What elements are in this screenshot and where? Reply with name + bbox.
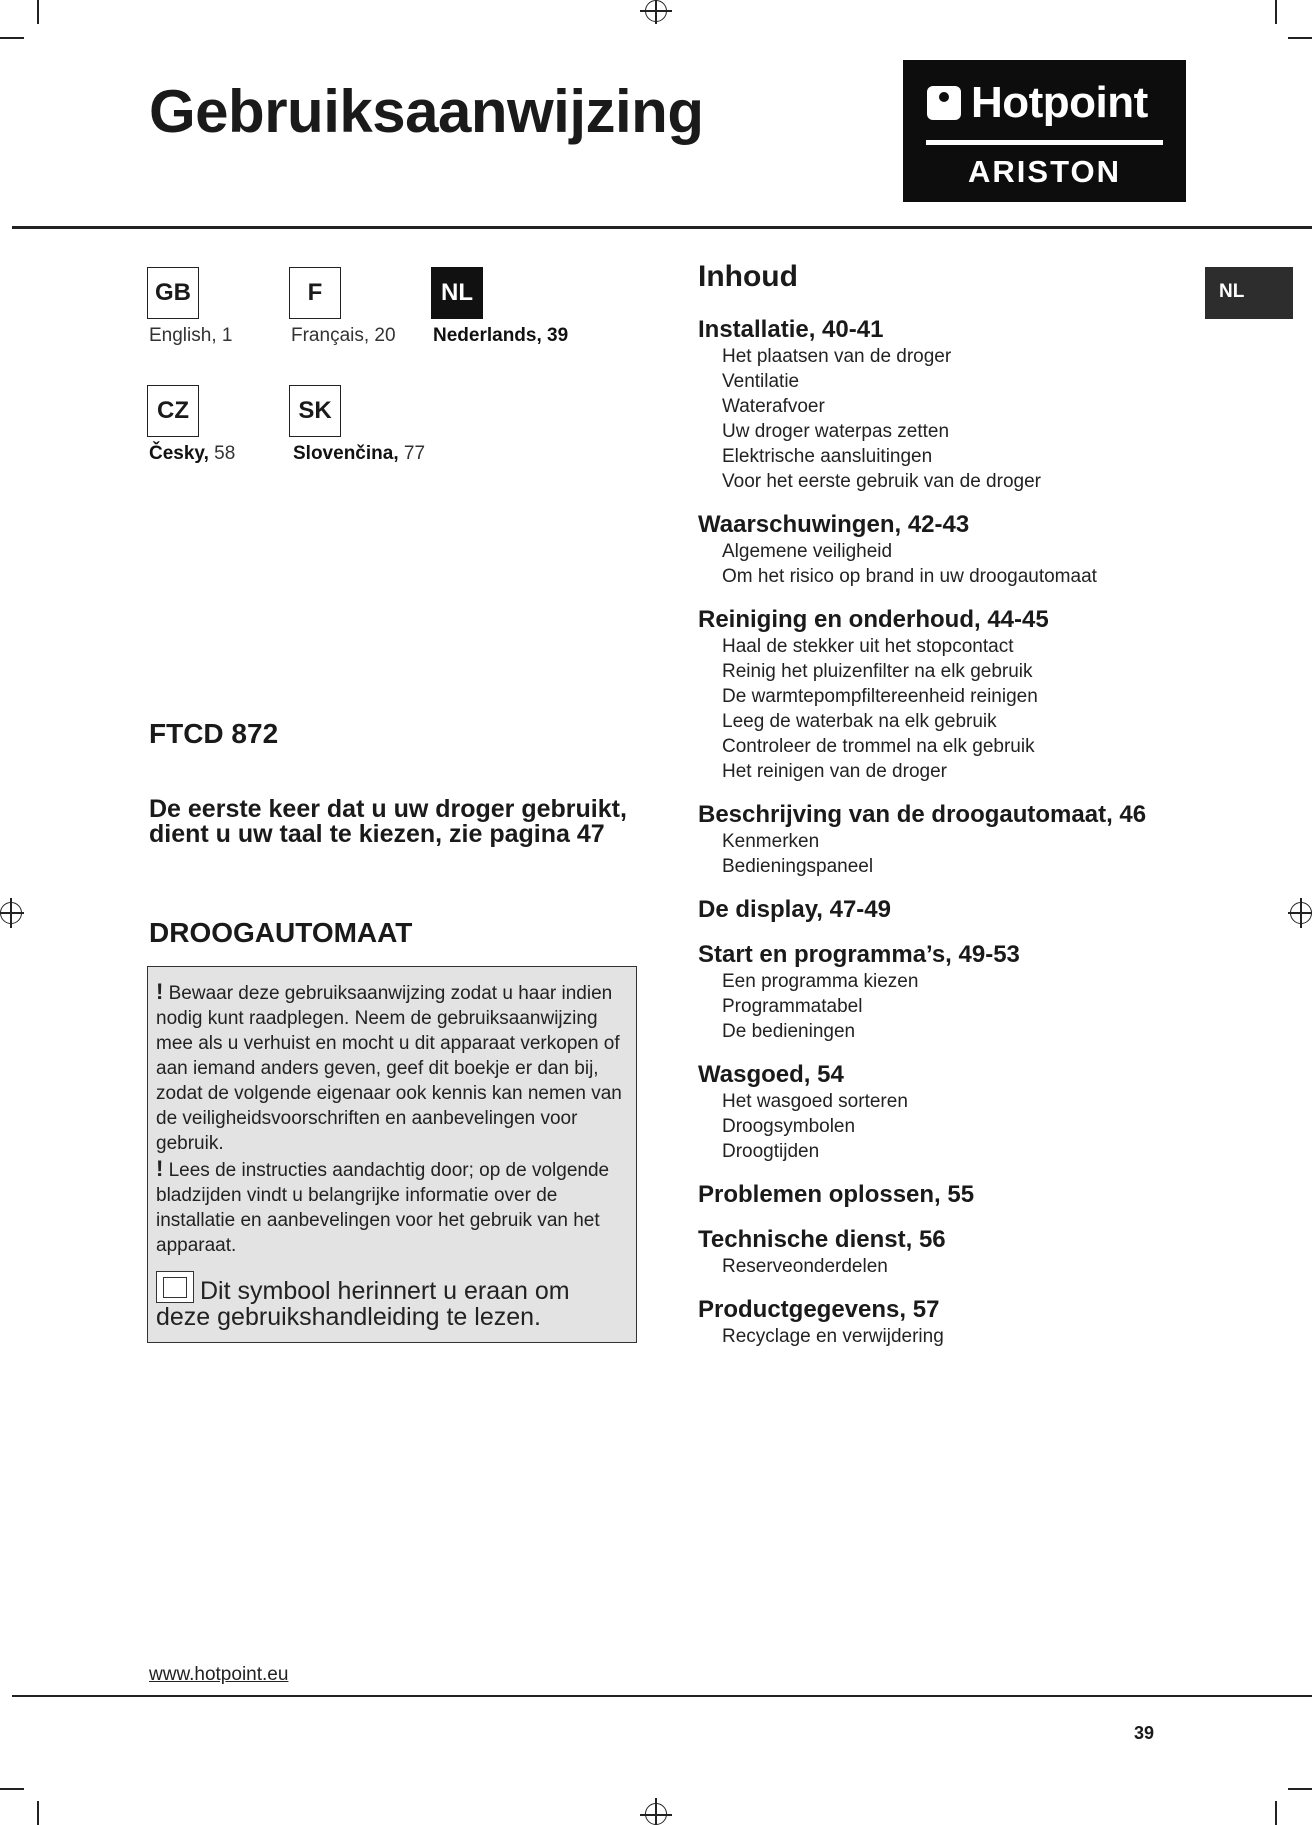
logo-brand: Hotpoint [927,78,1148,128]
toc-heading: Reiniging en onderhoud, 44-45 [698,606,1049,633]
toc-item: Het plaatsen van de droger [722,346,952,367]
footer-rule [12,1695,1312,1697]
page-number: 39 [1134,1723,1155,1743]
lang-f-label: Français, 20 [291,325,396,346]
toc-item: Het reinigen van de droger [722,761,947,782]
toc-item: Algemene veiligheid [722,541,893,562]
toc-heading: Wasgoed, 54 [698,1061,844,1088]
toc-item: De warmtepompfiltereenheid reinigen [722,686,1038,707]
lang-nl-label: Nederlands, 39 [433,325,569,346]
product-type: DROOGAUTOMAAT [149,917,413,948]
toc-item: Controleer de trommel na elk gebruik [722,736,1035,757]
hotpoint-ariston-logo [903,60,1186,202]
website-link[interactable]: www.hotpoint.eu [149,1664,289,1685]
warning-note [147,966,637,1343]
toc-section [698,511,1218,589]
toc-item: Leeg de waterbak na elk gebruik [722,711,997,732]
toc-section [698,606,1218,784]
toc-item: Droogtijden [722,1141,820,1162]
page-title: Gebruiksaanwijzing [149,78,704,145]
toc-section [698,1061,1218,1164]
toc-item: Elektrische aansluitingen [722,446,933,467]
toc-item: Waterafvoer [722,396,825,417]
crop-mark [37,0,39,24]
toc-section [698,1226,1218,1279]
lang-sk-box: SK [289,385,341,437]
toc-item: Om het risico op brand in uw droogautomaat [722,566,1097,587]
crop-mark [1288,1788,1312,1790]
toc-item: Droogsymbolen [722,1116,856,1137]
toc-section [698,941,1218,1044]
crop-mark [0,37,24,39]
toc-item: De bedieningen [722,1021,856,1042]
toc-item: Bedieningspaneel [722,856,874,877]
toc-heading: Waarschuwingen, 42-43 [698,511,970,538]
toc-heading: Start en programma’s, 49-53 [698,941,1020,968]
crop-mark [1275,0,1277,24]
toc-title: Inhoud [698,260,798,293]
toc-item: Haal de stekker uit het stopcontact [722,636,1014,657]
model-number: FTCD 872 [149,718,279,749]
toc-section [698,316,1218,494]
toc-item: Programmatabel [722,996,863,1017]
table-of-contents [698,316,1218,1366]
logo-divider [926,140,1163,145]
crop-mark [0,912,24,914]
crop-mark [1300,898,1302,928]
logo-sub: ARISTON [968,154,1121,189]
toc-heading: Installatie, 40-41 [698,316,884,343]
note-paragraph-2: ! Lees de instructies aandachtig door; op de volgende bladzijden vindt u belangrijke informatie over de installatie en aanbevelingen voor het gebruik van het apparaat. [156,1156,610,1256]
crop-mark [655,1798,657,1825]
crop-mark [10,898,12,928]
toc-item: Reserveonderdelen [722,1256,888,1277]
lang-cz-label: Česky, 58 [149,443,236,464]
toc-heading: Problemen oplossen, 55 [698,1181,975,1208]
logo-mark-icon [927,86,961,120]
lang-gb-box: GB [147,267,199,319]
toc-item: Kenmerken [722,831,820,852]
lang-gb-label: English, 1 [149,325,233,346]
crop-mark [640,1814,672,1816]
lang-sk-label: Slovenčina, 77 [293,443,426,464]
manual-symbol-note: Dit symbool herinnert u eraan om deze gebruikshandleiding te lezen. [156,1271,628,1330]
toc-heading: De display, 47-49 [698,896,891,923]
language-side-tab: NL [1205,267,1293,319]
crop-mark [655,0,657,24]
toc-section [698,801,1218,879]
note-paragraph-1: ! Bewaar deze gebruiksaanwijzing zodat u haar indien nodig kunt raadplegen. Neem de gebruiksaanwijzing mee als u verhuist en mocht u dit apparaat verkopen of aan iemand anders geven, geef dit boekje er dan bij, zodat de volgende eigenaar ook kennis kan nemen van de veiligheidsvoorschriften en aanbevelingen voor gebruik. [156,979,622,1154]
lang-f-box: F [289,267,341,319]
toc-item: Recyclage en verwijdering [722,1326,944,1347]
toc-item: Uw droger waterpas zetten [722,421,950,442]
crop-mark [37,1801,39,1825]
toc-section [698,896,1218,924]
crop-mark [1275,1801,1277,1825]
language-notice: De eerste keer dat u uw droger gebruikt, dient u uw taal te kiezen, zie pagina 47 [149,795,627,848]
header-rule [12,226,1312,229]
toc-item: Een programma kiezen [722,971,919,992]
toc-heading: Beschrijving van de droogautomaat, 46 [698,801,1147,828]
lang-cz-box: CZ [147,385,199,437]
toc-heading: Productgegevens, 57 [698,1296,940,1323]
crop-mark [1288,37,1312,39]
crop-mark [640,10,672,12]
toc-section [698,1296,1218,1349]
toc-item: Het wasgoed sorteren [722,1091,908,1112]
toc-heading: Technische dienst, 56 [698,1226,946,1253]
crop-mark [0,1788,24,1790]
toc-item: Ventilatie [722,371,800,392]
book-icon [156,1271,194,1303]
lang-nl-box: NL [431,267,483,319]
toc-section [698,1181,1218,1209]
toc-item: Voor het eerste gebruik van de droger [722,471,1041,492]
toc-item: Reinig het pluizenfilter na elk gebruik [722,661,1033,682]
